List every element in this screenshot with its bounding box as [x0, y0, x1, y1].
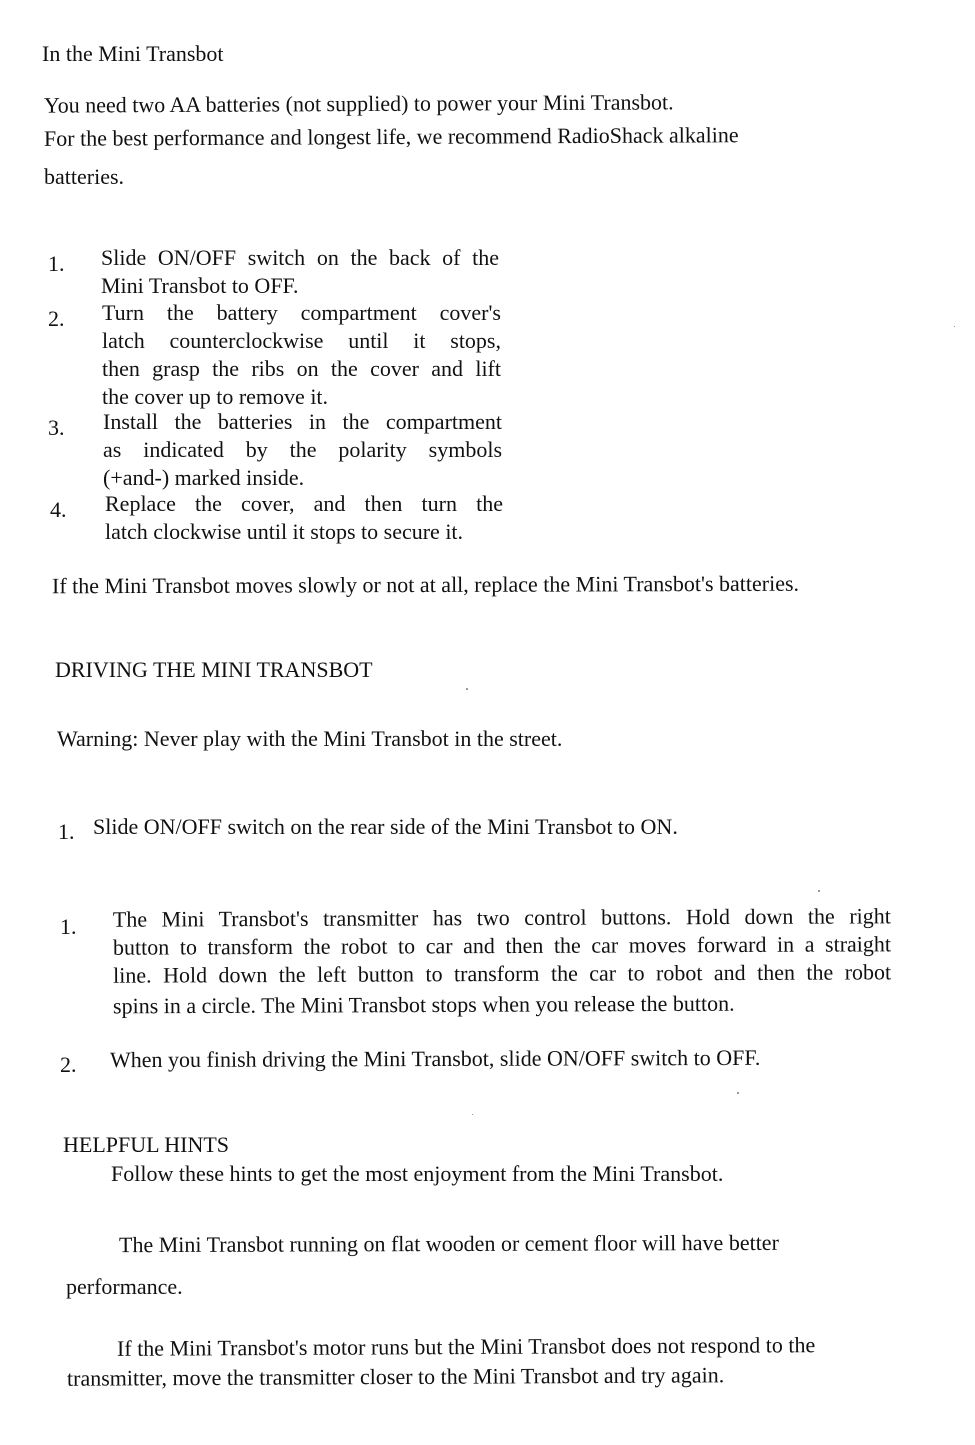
step-number: 1. — [48, 251, 65, 276]
warning-text: Warning: Never play with the Mini Transbot in the street. — [57, 726, 563, 751]
intro-line-2: For the best performance and longest life, we recommend RadioShack alkaline — [43, 122, 739, 151]
intro-line-1: You need two AA batteries (not supplied) to power your Mini Transbot. — [43, 89, 674, 118]
hints-heading: HELPFUL HINTS — [63, 1132, 230, 1157]
hints-intro: Follow these hints to get the most enjoyment from the Mini Transbot. — [111, 1161, 724, 1186]
section-heading-in-mini-transbot: In the Mini Transbot — [42, 41, 224, 66]
scan-speck — [954, 326, 955, 327]
hint-2-line-1: If the Mini Transbot's motor runs but the Mini Transbot does not respond to the — [116, 1332, 816, 1361]
hint-2-line-2: transmitter, move the transmitter closer to the Mini Transbot and try again. — [66, 1362, 725, 1391]
step-text: Slide ON/OFF switch on the rear side of the Mini Transbot to ON. — [93, 814, 678, 839]
scan-speck — [472, 1114, 473, 1115]
step-text-cont: latch clockwise until it stops to secure it. — [105, 519, 464, 544]
step-text: Slide ON/OFF switch on the back of the — [101, 245, 499, 270]
scan-speck — [737, 1092, 739, 1094]
step-text: Turn the battery compartment cover's latch counterclockwise until it stops, then grasp the ribs on the cover and lift — [102, 300, 501, 381]
step-number: 1. — [60, 914, 77, 939]
step-text-cont: the cover up to remove it. — [102, 384, 329, 409]
hint-1-line-2: performance. — [66, 1274, 183, 1299]
replace-batteries-note: If the Mini Transbot moves slowly or not at all, replace the Mini Transbot's batteries. — [51, 570, 800, 599]
driving-heading: DRIVING THE MINI TRANSBOT — [55, 657, 373, 682]
step-text: Replace the cover, and then turn the — [105, 491, 503, 516]
step-text-cont: Mini Transbot to OFF. — [101, 273, 299, 298]
step-text-cont: (+and-) marked inside. — [103, 465, 305, 490]
step-number: 3. — [48, 415, 65, 440]
step-number: 2. — [60, 1052, 77, 1077]
step-text: The Mini Transbot's transmitter has two control buttons. Hold down the right button to transform the robot to car and then the car moves forward in a straight line. Hold down the left button to transform the car to robot and then the robot — [112, 903, 892, 988]
hint-1-line-1: The Mini Transbot running on flat wooden or cement floor will have better — [118, 1229, 779, 1258]
step-number: 1. — [58, 819, 75, 844]
step-number: 2. — [48, 306, 65, 331]
step-text: When you finish driving the Mini Transbot, slide ON/OFF switch to OFF. — [109, 1044, 761, 1073]
step-text: Install the batteries in the compartment as indicated by the polarity symbols — [103, 409, 502, 462]
step-text-cont: spins in a circle. The Mini Transbot stops when you release the button. — [112, 990, 735, 1019]
scan-speck — [466, 688, 468, 690]
intro-line-3: batteries. — [44, 164, 125, 189]
step-number: 4. — [50, 497, 67, 522]
scan-speck — [818, 890, 820, 892]
